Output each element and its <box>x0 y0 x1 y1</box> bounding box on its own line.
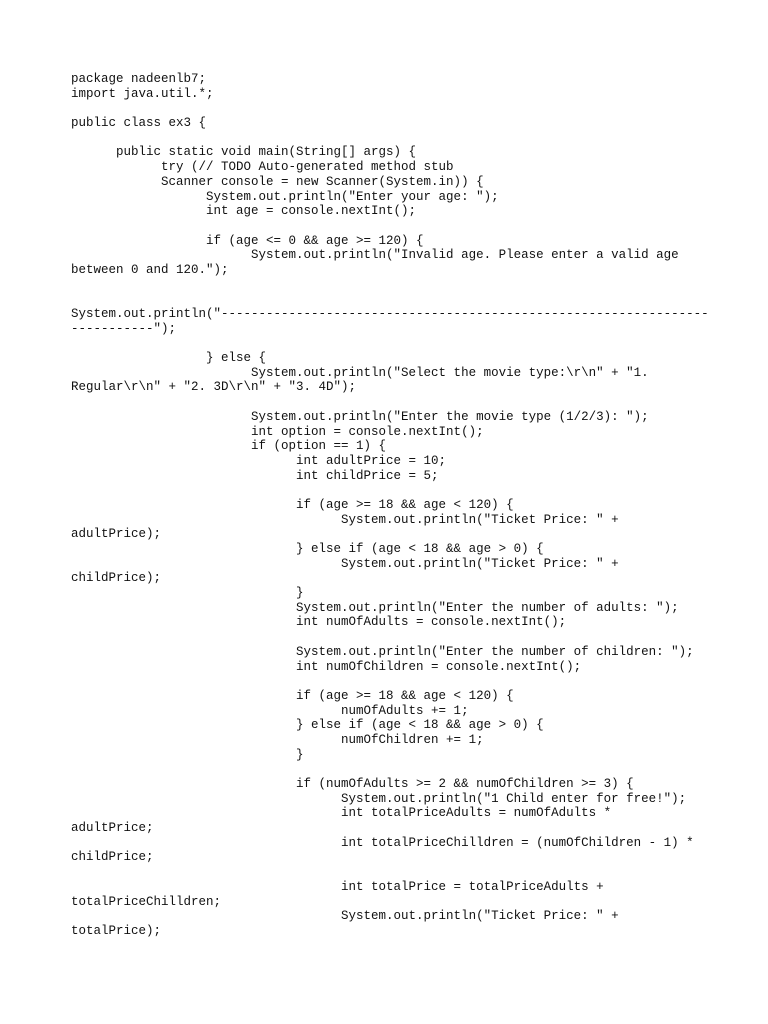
code-line: int adultPrice = 10; <box>71 453 447 468</box>
code-line: adultPrice; <box>71 821 154 836</box>
code-line: int numOfChildren = console.nextInt(); <box>71 659 582 674</box>
code-line: childPrice); <box>71 571 162 586</box>
code-line: System.out.println("Invalid age. Please enter a valid age <box>71 248 679 263</box>
code-line: System.out.println("Ticket Price: " + <box>71 556 619 571</box>
code-line <box>71 674 711 689</box>
code-line <box>71 483 711 498</box>
code-line <box>71 131 711 146</box>
code-line: try (// TODO Auto-generated method stub <box>71 160 454 175</box>
code-line: Regular\r\n" + "2. 3D\r\n" + "3. 4D"); <box>71 380 357 395</box>
code-line: System.out.println("Enter your age: "); <box>71 189 499 204</box>
code-line: totalPrice); <box>71 923 162 938</box>
code-line: System.out.println("Ticket Price: " + <box>71 512 619 527</box>
code-line <box>71 219 711 234</box>
code-line: adultPrice); <box>71 527 162 542</box>
code-line: System.out.println("1 Child enter for free!"); <box>71 791 687 806</box>
code-line: System.out.println("Enter the movie type (1/2/3): "); <box>71 409 649 424</box>
code-line <box>71 630 711 645</box>
code-line: totalPriceChilldren; <box>71 894 222 909</box>
code-line: int totalPriceChilldren = (numOfChildren - 1) * <box>71 835 694 850</box>
code-line: numOfAdults += 1; <box>71 703 469 718</box>
code-line: public static void main(String[] args) { <box>71 145 417 160</box>
code-line: System.out.println("----------------------------------------------------------------- <box>71 307 709 321</box>
code-line: between 0 and 120."); <box>71 262 229 277</box>
code-line <box>71 101 711 116</box>
code-line: int totalPrice = totalPriceAdults + <box>71 879 604 894</box>
code-line: int numOfAdults = console.nextInt(); <box>71 615 567 630</box>
code-line <box>71 336 711 351</box>
code-line: } else if (age < 18 && age > 0) { <box>71 542 544 556</box>
code-line <box>71 278 711 293</box>
code-listing <box>71 72 711 939</box>
code-line <box>71 762 711 777</box>
code-line: } <box>71 586 304 601</box>
code-line <box>71 292 711 307</box>
code-line: } else { <box>71 351 267 366</box>
code-line: numOfChildren += 1; <box>71 732 484 747</box>
code-line: package nadeenlb7; <box>71 72 207 86</box>
code-line: System.out.println("Ticket Price: " + <box>71 909 619 924</box>
code-line <box>71 395 711 410</box>
code-line: if (numOfAdults >= 2 && numOfChildren >= 3) { <box>71 777 634 791</box>
code-line: int option = console.nextInt(); <box>71 424 484 439</box>
code-line: import java.util.*; <box>71 86 214 101</box>
code-line: int childPrice = 5; <box>71 468 439 483</box>
code-line: System.out.println("Enter the number of children: "); <box>71 644 694 659</box>
code-line: Scanner console = new Scanner(System.in)) { <box>71 174 484 189</box>
code-line: childPrice; <box>71 850 154 865</box>
code-line: System.out.println("Enter the number of adults: "); <box>71 600 679 615</box>
code-line: -----------"); <box>71 321 177 336</box>
code-line: if (age <= 0 && age >= 120) { <box>71 233 424 248</box>
code-line: System.out.println("Select the movie type:\r\n" + "1. <box>71 365 649 380</box>
code-line: int totalPriceAdults = numOfAdults * <box>71 806 612 821</box>
code-line: if (age >= 18 && age < 120) { <box>71 497 514 512</box>
code-line: int age = console.nextInt(); <box>71 204 417 219</box>
code-line: if (age >= 18 && age < 120) { <box>71 688 514 703</box>
code-line: if (option == 1) { <box>71 439 387 454</box>
code-line: } else if (age < 18 && age > 0) { <box>71 718 544 733</box>
code-line <box>71 865 711 880</box>
code-line: public class ex3 { <box>71 116 207 131</box>
code-line: } <box>71 747 304 762</box>
